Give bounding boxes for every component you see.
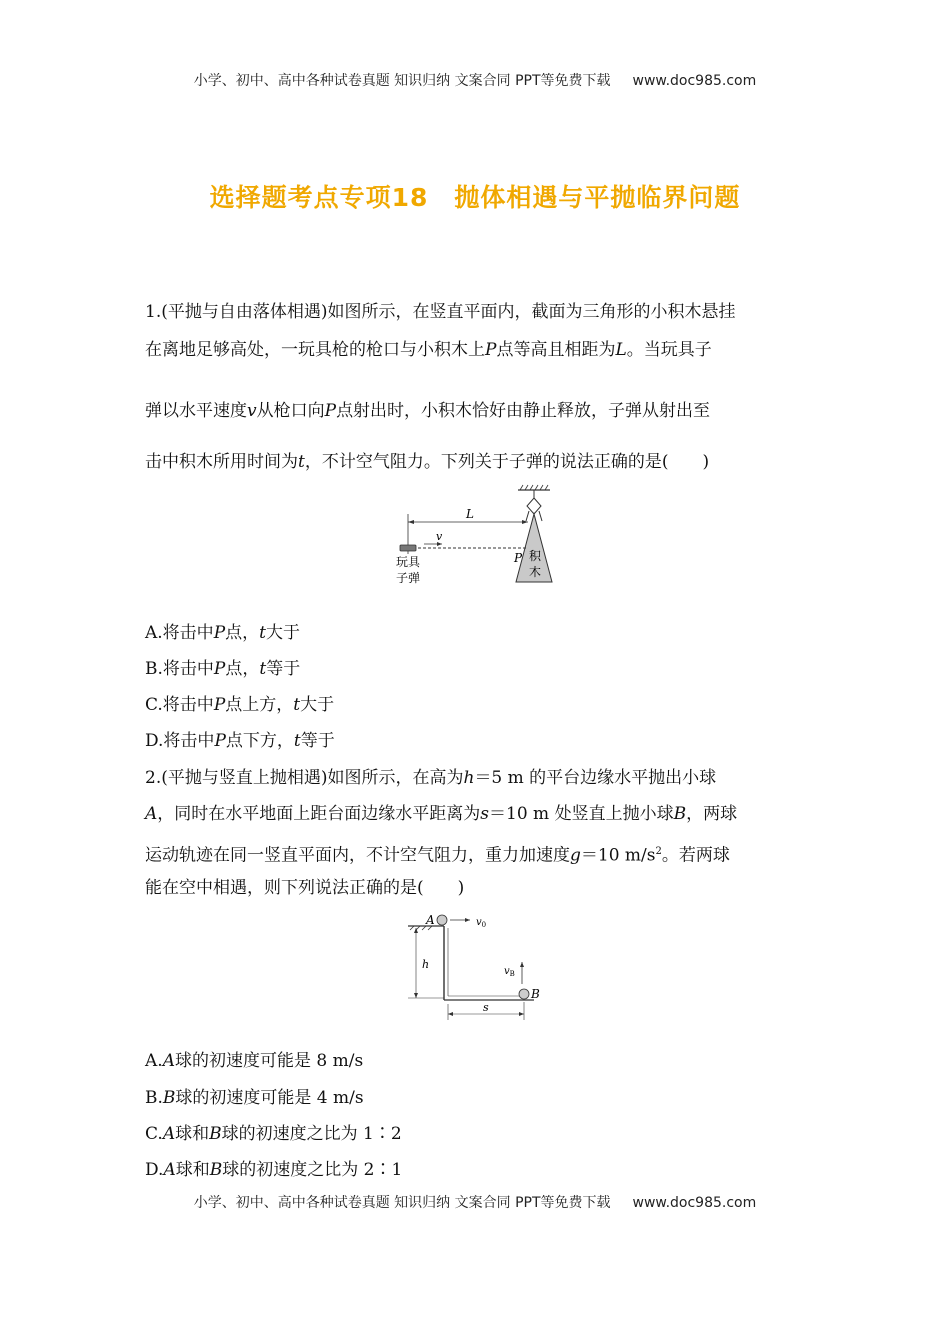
fig2-label-s: s [483, 1001, 489, 1014]
q2-line3: 运动轨迹在同一竖直平面内，不计空气阻力，重力加速度g＝10 $m/s^2$。若两球 [145, 845, 730, 866]
q2-line2: A，同时在水平地面上距台面边缘水平距离为s＝10 m 处竖直上抛小球B，两球 [145, 804, 738, 824]
fig1-label-L: L [466, 507, 474, 521]
page-title: 选择题考点专项18 抛体相遇与平抛临界问题 [209, 183, 741, 212]
header-text: 小学、初中、高中各种试卷真题 知识归纳 文案合同 PPT等免费下载 [193, 73, 611, 89]
q2-option-b: B.B球的初速度可能是 4 m/s [145, 1088, 364, 1108]
q1-option-b: B.将击中P点，t等于 [145, 659, 301, 679]
fig2-label-v0: $v_0$ [476, 917, 487, 929]
q1-figure [392, 484, 564, 590]
fig2-label-B: B [531, 987, 540, 1001]
fig2-label-h: h [422, 958, 430, 971]
q1-line2: 在离地足够高处，一玩具枪的枪口与小积木上P点等高且相距为L。当玩具子 [145, 340, 712, 360]
footer-url[interactable]: www.doc985.com [632, 1195, 757, 1211]
q2-option-d: D.A球和B球的初速度之比为 2∶1 [145, 1160, 403, 1180]
fig1-label-block1: 积 [529, 549, 542, 563]
q2-line1: 2.(平抛与竖直上抛相遇)如图所示，在高为h＝5 m 的平台边缘水平抛出小球 [145, 768, 717, 788]
fig1-label-P: P [514, 551, 523, 565]
q1-line1: 1.(平抛与自由落体相遇)如图所示，在竖直平面内，截面为三角形的小积木悬挂 [145, 302, 736, 322]
header-url[interactable]: www.doc985.com [632, 73, 757, 89]
fig2-label-A: A [426, 913, 435, 927]
q1-option-c: C.将击中P点上方，t大于 [145, 695, 335, 715]
page-header [0, 70, 950, 90]
q2-line4: 能在空中相遇，则下列说法正确的是( ) [145, 878, 465, 898]
fig1-label-block2: 木 [529, 565, 542, 579]
footer-text: 小学、初中、高中各种试卷真题 知识归纳 文案合同 PPT等免费下载 [193, 1195, 611, 1211]
q1-option-a: A.将击中P点，t大于 [145, 623, 300, 643]
fig1-label-gun1: 玩具 [396, 555, 421, 569]
fig2-label-vB: $v_B$ [504, 966, 515, 978]
q1-line3: 弹以水平速度v从枪口向P点射出时，小积木恰好由静止释放，子弹从射出至 [145, 401, 711, 421]
fig1-label-gun2: 子弹 [396, 571, 421, 585]
q1-option-d: D.将击中P点下方，t等于 [145, 731, 335, 751]
fig1-label-v: v [436, 530, 443, 543]
q2-option-c: C.A球和B球的初速度之比为 1∶2 [145, 1124, 402, 1144]
q1-line4: 击中积木所用时间为t，不计空气阻力。下列关于子弹的说法正确的是( ) [145, 452, 710, 472]
q2-option-a: A.A球的初速度可能是 8 m/s [145, 1051, 364, 1071]
q2-figure [402, 908, 552, 1022]
page-footer [0, 1192, 950, 1212]
